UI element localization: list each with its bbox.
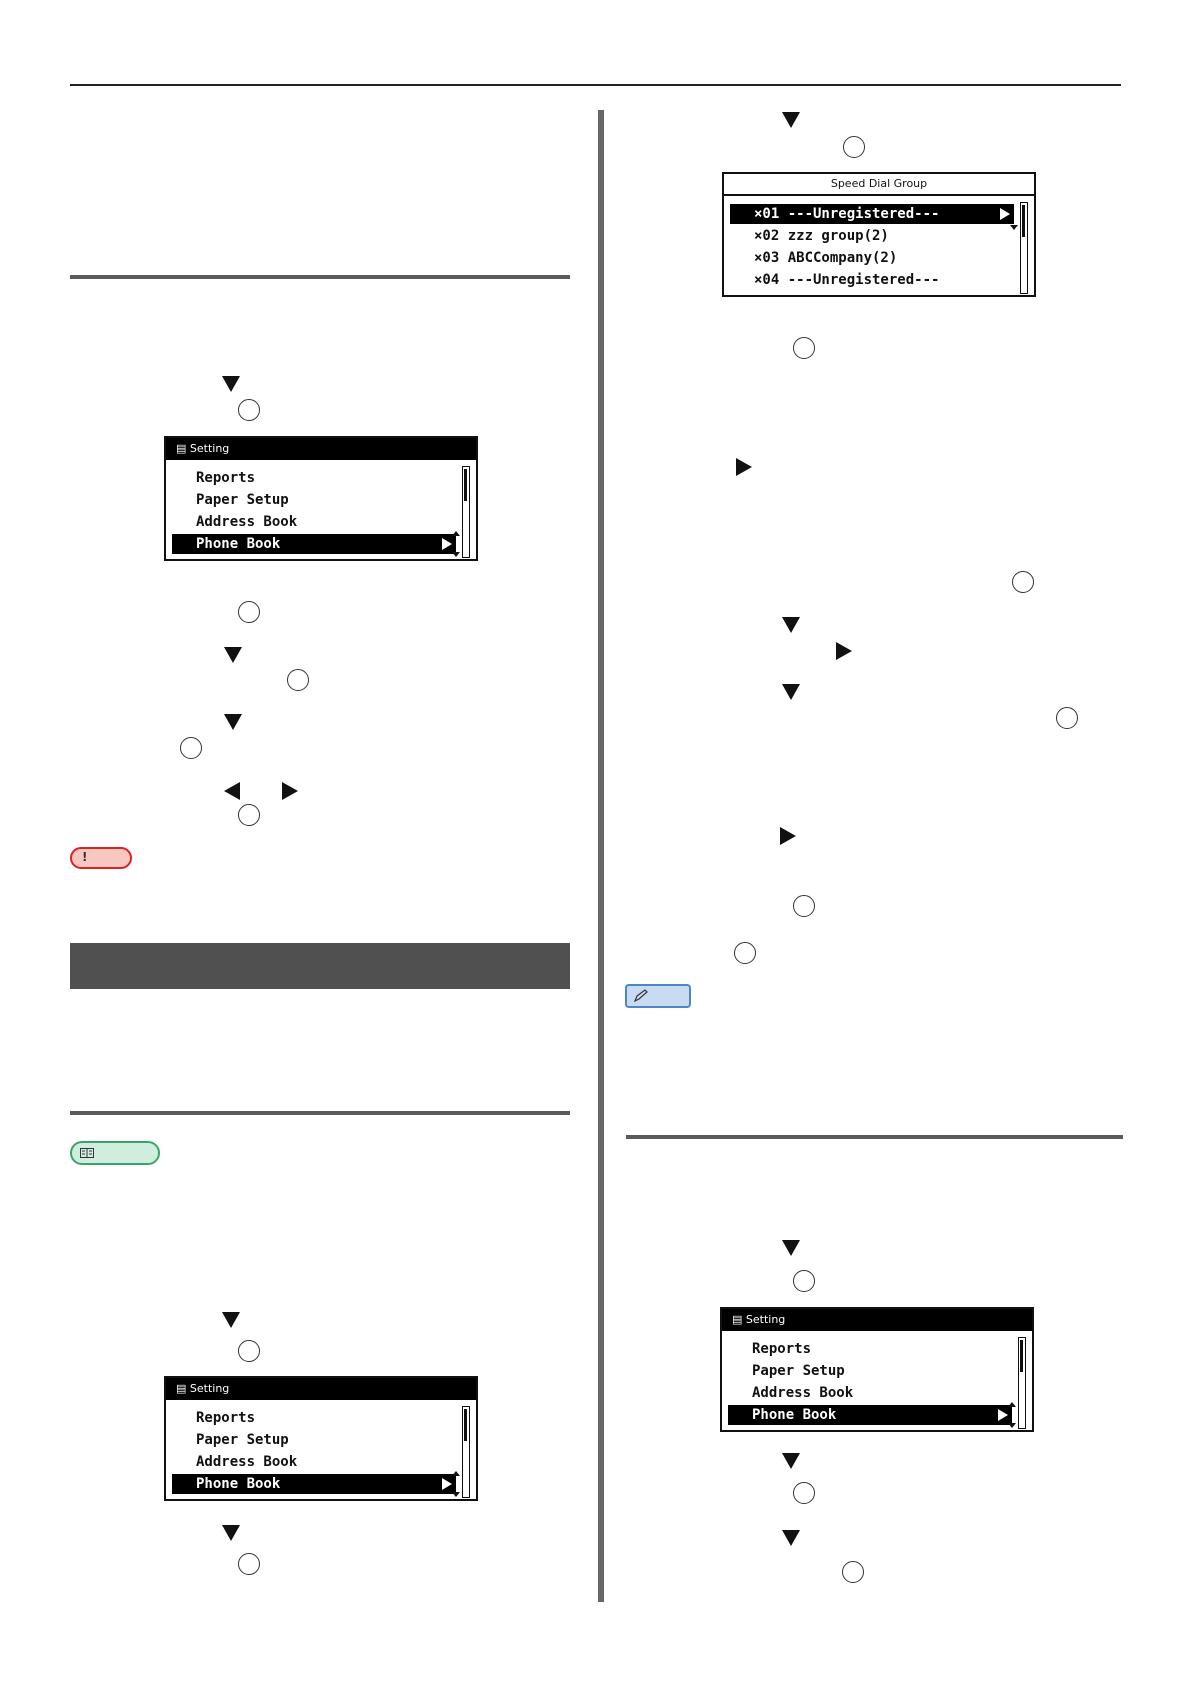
lcd-item-paper-setup: Paper Setup (196, 1432, 289, 1448)
ok-button-icon (238, 804, 260, 826)
scroll-down-icon (452, 1492, 460, 1497)
section-rule-right-1 (626, 1135, 1123, 1139)
folder-icon: ▤ (732, 1313, 746, 1326)
ok-button-icon (287, 669, 309, 691)
down-arrow-icon (224, 714, 242, 730)
lcd-item-address-book: Address Book (196, 1454, 298, 1470)
lcd-title: Speed Dial Group (724, 174, 1034, 196)
ok-button-icon (734, 942, 756, 964)
scroll-up-icon (452, 1471, 460, 1476)
lcd-title: Setting (745, 1313, 786, 1326)
down-arrow-icon (222, 1525, 240, 1541)
lcd-item-reports: Reports (752, 1341, 812, 1357)
reference-badge (70, 1141, 160, 1165)
folder-icon: ▤ (176, 442, 190, 455)
lcd-title: Setting (189, 442, 230, 455)
exclamation-icon: ! (82, 850, 88, 864)
down-arrow-icon (782, 1453, 800, 1469)
lcd-setting-menu-2 (164, 1376, 478, 1501)
down-arrow-icon (782, 112, 800, 128)
lcd-title-bar (166, 438, 476, 460)
down-arrow-icon (224, 647, 242, 663)
scroll-down-icon (452, 552, 460, 557)
right-arrow-icon (442, 1478, 452, 1490)
lcd-item-reports: Reports (196, 1410, 256, 1426)
lcd-setting-menu-3 (720, 1307, 1034, 1432)
lcd-item-01-selected: ×01 ---Unregistered--- (730, 204, 1014, 224)
section-banner (70, 943, 570, 989)
down-arrow-icon (222, 376, 240, 392)
book-icon (80, 1148, 94, 1158)
column-divider (598, 110, 604, 1602)
note-badge (70, 847, 132, 869)
scroll-down-icon (1008, 1423, 1016, 1428)
scrollbar (1020, 202, 1028, 294)
right-arrow-icon (998, 1409, 1008, 1421)
lcd-item-paper-setup: Paper Setup (752, 1363, 845, 1379)
lcd-title-bar (722, 1309, 1032, 1331)
section-rule-left-1 (70, 275, 570, 279)
down-arrow-icon (782, 684, 800, 700)
right-arrow-icon (282, 782, 298, 800)
down-arrow-icon (782, 1530, 800, 1546)
ok-button-icon (793, 1482, 815, 1504)
ok-button-icon (793, 895, 815, 917)
right-arrow-icon (442, 538, 452, 550)
right-arrow-icon (736, 458, 752, 476)
lcd-item-02: ×02 zzz group(2) (754, 228, 889, 244)
scrollbar (462, 1406, 470, 1498)
right-arrow-icon (1000, 208, 1010, 220)
lcd-item-04: ×04 ---Unregistered--- (754, 272, 940, 288)
scroll-up-icon (1008, 1402, 1016, 1407)
ok-button-icon (843, 136, 865, 158)
down-arrow-icon (782, 617, 800, 633)
lcd-item-phone-book-selected: Phone Book (728, 1405, 1012, 1425)
lcd-speed-dial-group (722, 172, 1036, 297)
memo-badge (625, 984, 691, 1008)
lcd-setting-menu-1 (164, 436, 478, 561)
down-arrow-icon (782, 1240, 800, 1256)
pencil-icon (633, 989, 649, 1003)
ok-button-icon (238, 1553, 260, 1575)
ok-button-icon (1056, 707, 1078, 729)
ok-button-icon (842, 1561, 864, 1583)
page-top-rule (70, 84, 1121, 86)
down-arrow-icon (222, 1312, 240, 1328)
scroll-up-icon (452, 531, 460, 536)
lcd-title: Setting (189, 1382, 230, 1395)
right-arrow-icon (836, 642, 852, 660)
ok-button-icon (1012, 571, 1034, 593)
lcd-title-bar (166, 1378, 476, 1400)
lcd-item-reports: Reports (196, 470, 256, 486)
lcd-item-phone-book-selected: Phone Book (172, 1474, 456, 1494)
scrollbar (462, 466, 470, 558)
section-rule-left-2 (70, 1111, 570, 1115)
lcd-item-address-book: Address Book (196, 514, 298, 530)
ok-button-icon (238, 399, 260, 421)
ok-button-icon (238, 1340, 260, 1362)
lcd-item-03: ×03 ABCCompany(2) (754, 250, 898, 266)
lcd-item-phone-book-selected: Phone Book (172, 534, 456, 554)
ok-button-icon (793, 1270, 815, 1292)
lcd-item-paper-setup: Paper Setup (196, 492, 289, 508)
scroll-down-icon (1010, 225, 1018, 230)
left-arrow-icon (224, 782, 240, 800)
right-arrow-icon (780, 827, 796, 845)
ok-button-icon (793, 337, 815, 359)
scrollbar (1018, 1337, 1026, 1429)
lcd-item-address-book: Address Book (752, 1385, 854, 1401)
ok-button-icon (180, 737, 202, 759)
ok-button-icon (238, 601, 260, 623)
folder-icon: ▤ (176, 1382, 190, 1395)
